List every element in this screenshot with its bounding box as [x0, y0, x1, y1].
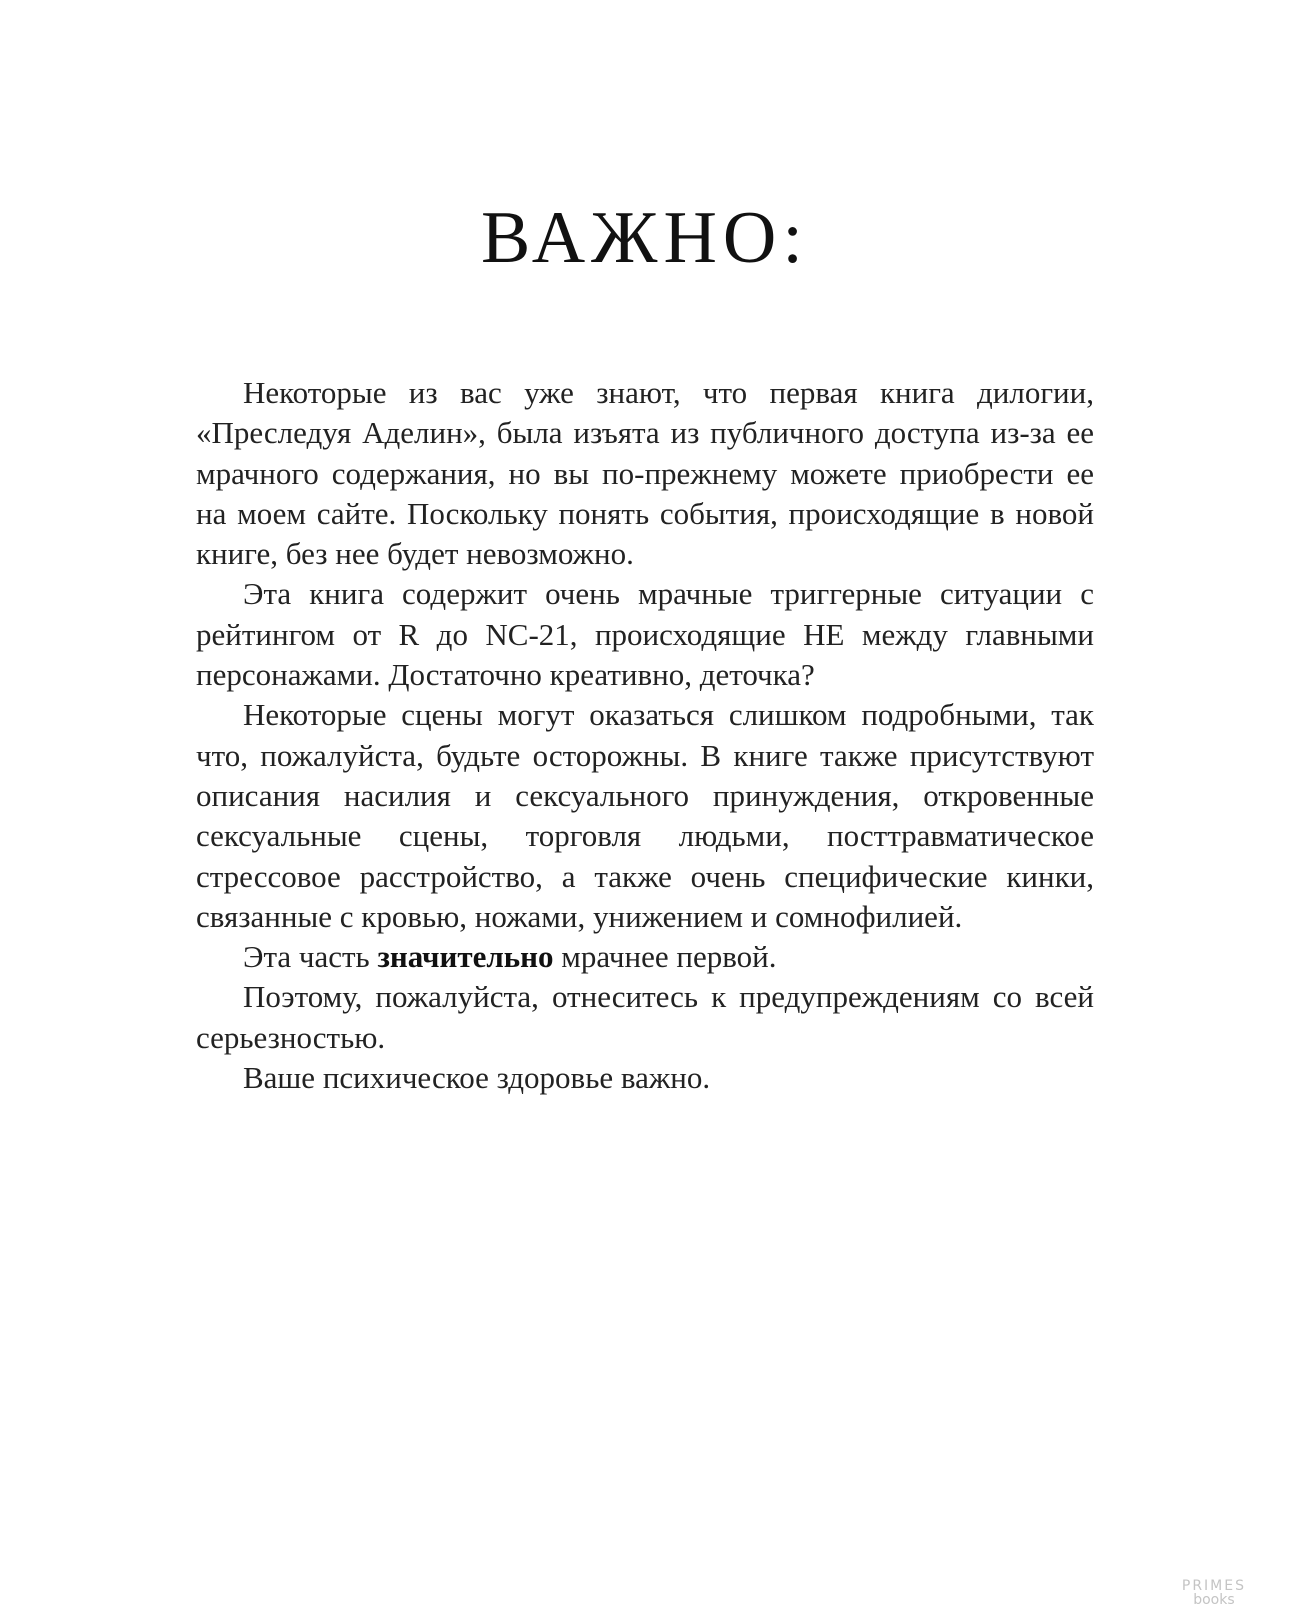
emphasis-word: значительно [377, 939, 554, 975]
paragraph-1: Некоторые из вас уже знают, что первая книга дилогии, «Преследуя Аделин», была изъята из публичного доступа из-за ее мрачного содержания, но вы по-прежнему можете приобрести ее на моем сайте. Поскольку понять события, происходящие в новой книге, без нее будет невозможно. [196, 375, 1094, 572]
paragraph-3: Некоторые сцены могут оказаться слишком подробными, так что, пожалуйста, будьте осторожны. В книге также присутствуют описания насилия и сексуального принуждения, откровенные сексуальные сцены, торговля людьми, посттравматическое стрессовое расстройство, а также очень специфические кинки, связанные с кровью, ножами, унижением и сомнофилией. [196, 697, 1094, 934]
paragraph-2: Эта книга содержит очень мрачные триггерные ситуации с рейтингом от R до NC-21, происходящие НЕ между главными персонажами. Достаточно креативно, деточка? [196, 576, 1094, 693]
publisher-watermark [1182, 1579, 1246, 1607]
paragraph-5: Поэтому, пожалуйста, отнеситесь к предупреждениям со всей серьезностью. [196, 979, 1094, 1055]
paragraph-6: Ваше психическое здоровье важно. [243, 1060, 711, 1096]
watermark-line-2: books [1193, 1592, 1235, 1608]
paragraph-4-start: Эта часть [243, 939, 378, 975]
page-title: ВАЖНО: [481, 197, 809, 279]
watermark-line-1: PRIMES [1181, 1578, 1246, 1594]
paragraph-4-end: мрачнее первой. [553, 939, 777, 975]
paragraph-4 [196, 937, 1094, 977]
warning-body [196, 373, 1094, 1098]
